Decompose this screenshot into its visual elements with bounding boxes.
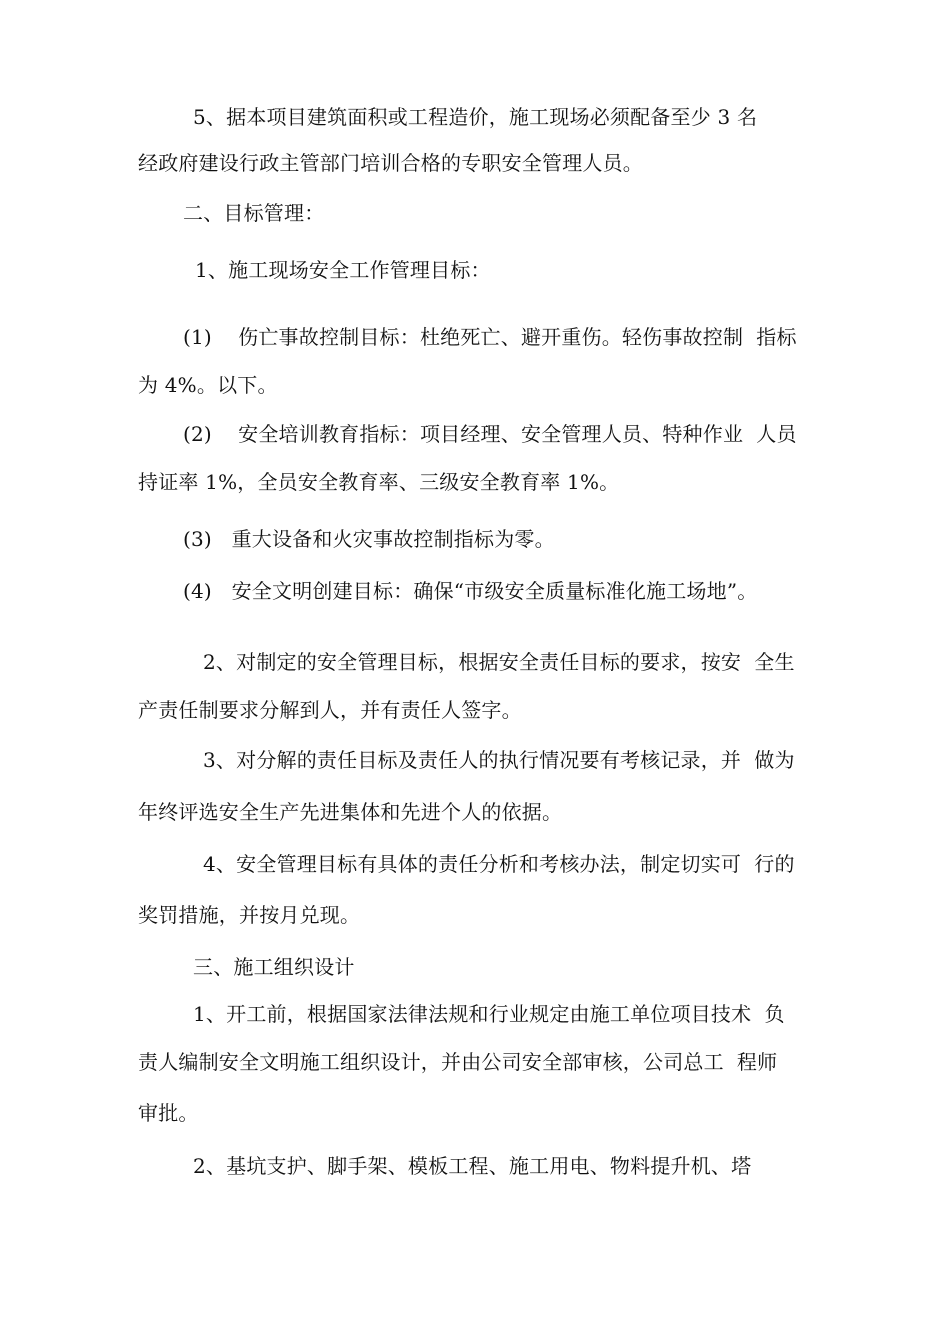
text-line: 持证率 1%，全员安全教育率、三级安全教育率 1%。 (138, 470, 620, 494)
text-line: 为 4%。以下。 (138, 373, 278, 397)
text-line: (2) 安全培训教育指标：项目经理、安全管理人员、特种作业 人员 (183, 422, 797, 446)
text-line: (1) 伤亡事故控制目标：杜绝死亡、避开重伤。轻伤事故控制 指标 (183, 325, 797, 349)
text-line: (4) 安全文明创建目标：确保“市级安全质量标准化施工场地”。 (183, 579, 758, 603)
text-line: 2、对制定的安全管理目标，根据安全责任目标的要求，按安 全生 (203, 650, 795, 674)
text-line: 年终评选安全生产先进集体和先进个人的依据。 (138, 800, 563, 824)
text-line: 奖罚措施，并按月兑现。 (138, 903, 361, 927)
text-line: 2、基坑支护、脚手架、模板工程、施工用电、物料提升机、塔 (193, 1154, 752, 1178)
text-line: 1、开工前，根据国家法律法规和行业规定由施工单位项目技术 负 (193, 1002, 785, 1026)
text-line: (3) 重大设备和火灾事故控制指标为零。 (183, 527, 555, 551)
text-line: 4、安全管理目标有具体的责任分析和考核办法，制定切实可 行的 (203, 852, 795, 876)
text-line: 3、对分解的责任目标及责任人的执行情况要有考核记录，并 做为 (203, 748, 795, 772)
text-line: 5、据本项目建筑面积或工程造价，施工现场必须配备至少 3 名 (193, 105, 758, 129)
section-heading: 三、施工组织设计 (193, 955, 355, 979)
text-line: 审批。 (138, 1101, 199, 1125)
text-line: 经政府建设行政主管部门培训合格的专职安全管理人员。 (138, 151, 643, 175)
text-line: 1、施工现场安全工作管理目标： (195, 258, 491, 282)
text-line: 责人编制安全文明施工组织设计，并由公司安全部审核，公司总工 程师 (138, 1050, 778, 1074)
section-heading: 二、目标管理： (183, 201, 325, 225)
text-line: 产责任制要求分解到人，并有责任人签字。 (138, 698, 522, 722)
